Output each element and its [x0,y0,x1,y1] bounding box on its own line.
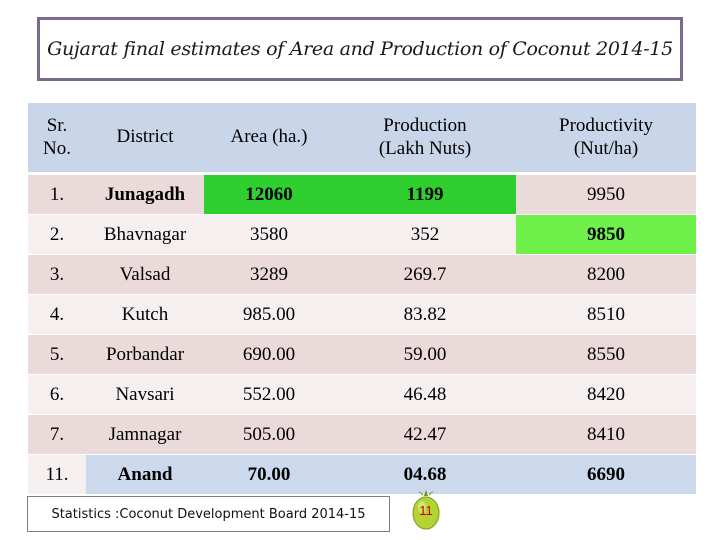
header-sr-line2: No. [43,137,71,159]
cell-district: Anand [86,455,204,495]
cell-production: 269.7 [334,255,516,295]
cell-production: 04.68 [334,455,516,495]
cell-area: 985.00 [204,295,334,335]
cell-district: Kutch [86,295,204,335]
table-row [28,455,696,495]
cell-district: Porbandar [86,335,204,375]
cell-area: 552.00 [204,375,334,415]
cell-productivity: 6690 [516,455,696,495]
header-area: Area (ha.) [204,103,334,174]
cell-district: Jamnagar [86,415,204,455]
cell-productivity: 9950 [516,174,696,215]
cell-sr: 6. [28,375,86,415]
table-row [28,174,696,215]
table-row [28,215,696,255]
cell-production: 42.47 [334,415,516,455]
cell-sr: 7. [28,415,86,455]
cell-sr: 5. [28,335,86,375]
cell-sr: 3. [28,255,86,295]
table-row [28,335,696,375]
header-production-line2: (Lakh Nuts) [378,137,472,159]
header-district: District [86,103,204,174]
cell-district: Junagadh [86,174,204,215]
header-sr-no [28,103,86,174]
cell-area: 12060 [204,174,334,215]
table-row [28,255,696,295]
source-footer [27,496,390,532]
cell-district: Bhavnagar [86,215,204,255]
table-row [28,375,696,415]
cell-area: 3289 [204,255,334,295]
cell-production: 83.82 [334,295,516,335]
cell-sr: 2. [28,215,86,255]
table-row [28,295,696,335]
cell-sr: 4. [28,295,86,335]
header-production-line1: Production [383,114,467,136]
cell-productivity: 8510 [516,295,696,335]
cell-area: 690.00 [204,335,334,375]
source-text: Statistics :Coconut Development Board 2014-15 [51,506,366,522]
cell-productivity: 8550 [516,335,696,375]
cell-production: 59.00 [334,335,516,375]
cell-production: 1199 [334,174,516,215]
header-productivity [516,103,696,174]
cell-productivity: 8410 [516,415,696,455]
table-row [28,415,696,455]
table-header-row [28,103,696,174]
page-title: Gujarat final estimates of Area and Production of Coconut 2014-15 [47,38,673,60]
cell-district: Navsari [86,375,204,415]
cell-area: 3580 [204,215,334,255]
header-production [334,103,516,174]
cell-district: Valsad [86,255,204,295]
header-productivity-line2: (Nut/ha) [573,137,639,159]
header-sr-line1: Sr. [46,114,68,136]
cell-production: 46.48 [334,375,516,415]
cell-sr: 1. [28,174,86,215]
cell-area: 505.00 [204,415,334,455]
page-number: 11 [419,503,433,518]
header-productivity-line1: Productivity [559,114,653,136]
cell-productivity: 8420 [516,375,696,415]
cell-sr: 11. [28,455,86,495]
coconut-estimates-table [28,103,696,494]
cell-production: 352 [334,215,516,255]
cell-productivity: 8200 [516,255,696,295]
cell-area: 70.00 [204,455,334,495]
cell-productivity: 9850 [516,215,696,255]
title-box [37,17,683,81]
